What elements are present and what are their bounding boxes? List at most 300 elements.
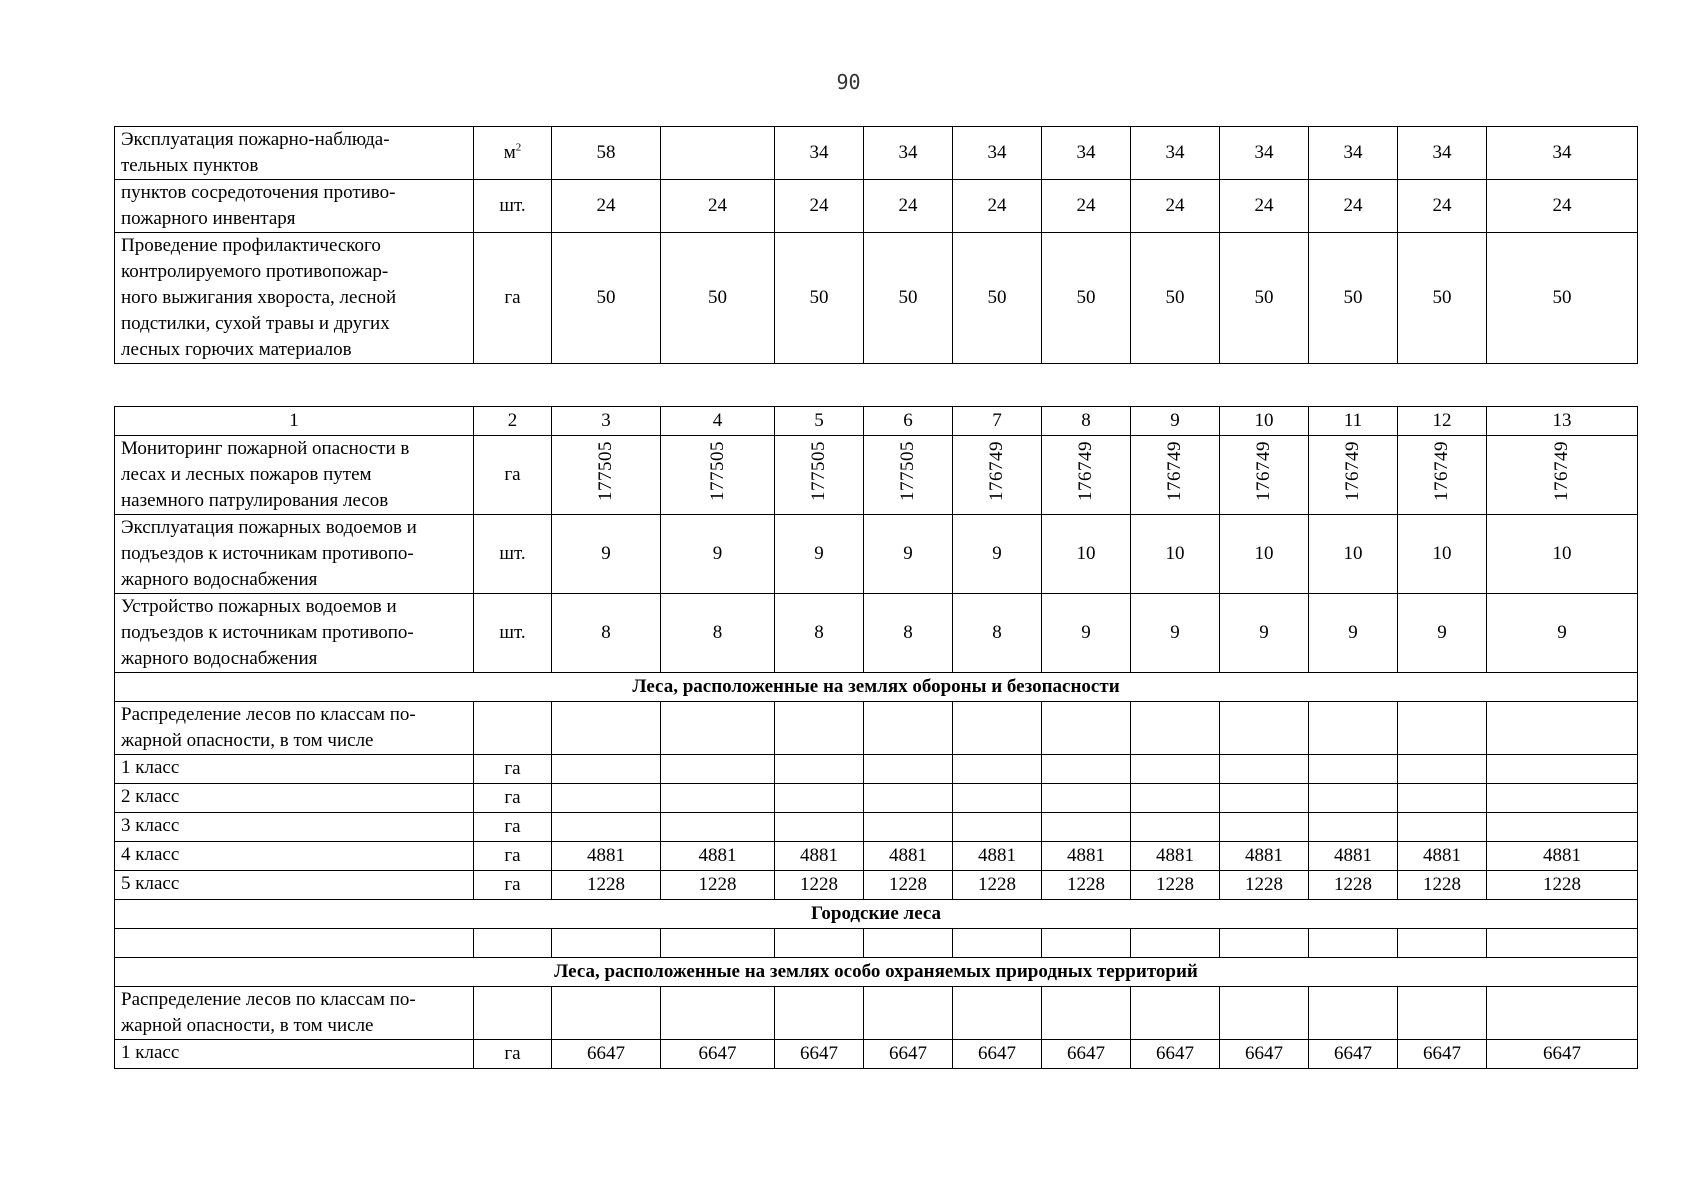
unit-cell bbox=[474, 436, 552, 515]
value-text: 9 bbox=[903, 543, 913, 564]
unit-text: га bbox=[504, 287, 521, 308]
value-text: 34 bbox=[987, 142, 1007, 163]
value-cell bbox=[864, 436, 953, 515]
value-cell bbox=[1487, 436, 1638, 515]
unit-text: га bbox=[504, 1043, 521, 1064]
value-text: 24 bbox=[987, 195, 1007, 216]
value-text: 176749 bbox=[986, 441, 1007, 501]
value-cell bbox=[1042, 436, 1131, 515]
value-cell bbox=[1309, 755, 1398, 784]
row-name bbox=[115, 436, 474, 515]
value-cell bbox=[1131, 180, 1220, 233]
value-cell bbox=[1309, 127, 1398, 180]
row-name-line: жарного водоснабжения bbox=[121, 569, 318, 590]
value-text: 50 bbox=[1076, 287, 1096, 308]
value-text: 24 bbox=[809, 195, 829, 216]
value-cell bbox=[1131, 515, 1220, 594]
column-number: 8 bbox=[1042, 407, 1131, 436]
value-cell bbox=[661, 784, 775, 813]
value-cell bbox=[552, 594, 661, 673]
value-cell bbox=[1309, 929, 1398, 958]
unit-cell bbox=[474, 929, 552, 958]
value-cell bbox=[1398, 784, 1487, 813]
value-cell bbox=[552, 784, 661, 813]
row-name-line: лесных горючих материалов bbox=[121, 339, 352, 360]
row-name-line: жарной опасности, в том числе bbox=[121, 730, 374, 751]
value-cell bbox=[864, 515, 953, 594]
unit-text: шт. bbox=[499, 622, 526, 643]
value-text: 50 bbox=[898, 287, 918, 308]
value-text: 1228 bbox=[1543, 874, 1581, 895]
value-text: 24 bbox=[1552, 195, 1572, 216]
value-cell bbox=[1220, 784, 1309, 813]
value-cell bbox=[552, 929, 661, 958]
column-number: 5 bbox=[775, 407, 864, 436]
unit-text: га bbox=[504, 874, 521, 895]
value-text: 34 bbox=[1076, 142, 1096, 163]
value-text: 9 bbox=[601, 543, 611, 564]
value-text: 4881 bbox=[889, 845, 927, 866]
value-cell bbox=[1487, 813, 1638, 842]
unit-text: м bbox=[503, 142, 516, 163]
value-text: 8 bbox=[712, 622, 723, 643]
value-cell bbox=[775, 436, 864, 515]
forest-fire-table-continued bbox=[114, 126, 1638, 364]
value-cell bbox=[1220, 436, 1309, 515]
unit-text: га bbox=[504, 758, 521, 779]
row-name-line: подъездов к источникам противопо- bbox=[121, 543, 414, 564]
value-cell bbox=[1398, 594, 1487, 673]
row-name-line: жарного водоснабжения bbox=[121, 648, 318, 669]
unit-text: га bbox=[504, 787, 521, 808]
unit-cell bbox=[474, 180, 552, 233]
value-cell bbox=[661, 842, 775, 871]
value-cell bbox=[1220, 929, 1309, 958]
value-cell bbox=[1220, 180, 1309, 233]
row-name-line: тельных пунктов bbox=[121, 155, 259, 176]
table-row bbox=[115, 929, 1638, 958]
value-cell bbox=[953, 929, 1042, 958]
value-cell bbox=[552, 127, 661, 180]
value-cell bbox=[1131, 702, 1220, 755]
value-cell bbox=[864, 813, 953, 842]
row-name bbox=[115, 929, 474, 958]
value-cell bbox=[552, 842, 661, 871]
value-text: 9 bbox=[712, 543, 723, 564]
value-cell bbox=[1042, 702, 1131, 755]
value-text: 50 bbox=[1552, 287, 1572, 308]
column-number: 1 bbox=[115, 407, 474, 436]
value-text: 9 bbox=[1170, 622, 1180, 643]
value-cell bbox=[1131, 1040, 1220, 1069]
value-text: 24 bbox=[1343, 195, 1363, 216]
value-text: 8 bbox=[903, 622, 913, 643]
value-cell bbox=[1220, 871, 1309, 900]
column-number: 7 bbox=[953, 407, 1042, 436]
value-text: 177505 bbox=[706, 441, 728, 501]
value-text: 10 bbox=[1254, 543, 1274, 564]
value-text: 176749 bbox=[1253, 441, 1274, 501]
value-cell bbox=[661, 755, 775, 784]
value-cell bbox=[1309, 987, 1398, 1040]
value-text: 1228 bbox=[1156, 874, 1194, 895]
value-text: 24 bbox=[1254, 195, 1274, 216]
value-text: 6647 bbox=[1543, 1043, 1581, 1064]
table-row bbox=[115, 871, 1638, 900]
value-text: 58 bbox=[596, 142, 616, 163]
value-cell bbox=[1487, 842, 1638, 871]
value-text: 1228 bbox=[698, 874, 737, 895]
value-cell bbox=[1487, 987, 1638, 1040]
row-name-line: Устройство пожарных водоемов и bbox=[121, 596, 397, 617]
value-cell bbox=[661, 987, 775, 1040]
value-cell bbox=[1309, 842, 1398, 871]
value-cell bbox=[864, 127, 953, 180]
table-row bbox=[115, 594, 1638, 673]
value-text: 4881 bbox=[1543, 845, 1581, 866]
column-number: 10 bbox=[1220, 407, 1309, 436]
value-cell bbox=[1042, 127, 1131, 180]
row-name-line: 5 класс bbox=[121, 873, 180, 894]
value-cell bbox=[1220, 515, 1309, 594]
value-cell bbox=[1042, 515, 1131, 594]
column-number: 13 bbox=[1487, 407, 1638, 436]
value-text: 177505 bbox=[595, 441, 616, 501]
value-cell bbox=[775, 813, 864, 842]
row-name-line: подстилки, сухой травы и других bbox=[121, 313, 390, 334]
value-text: 8 bbox=[601, 622, 611, 643]
column-number: 6 bbox=[864, 407, 953, 436]
row-name-line: 1 класс bbox=[121, 1042, 180, 1063]
value-text: 34 bbox=[1165, 142, 1185, 163]
value-cell bbox=[953, 127, 1042, 180]
value-cell bbox=[1398, 127, 1487, 180]
value-cell bbox=[1131, 755, 1220, 784]
value-cell bbox=[1309, 702, 1398, 755]
table-row bbox=[115, 233, 1638, 364]
value-cell bbox=[953, 813, 1042, 842]
value-cell bbox=[1487, 871, 1638, 900]
unit-text: га bbox=[504, 464, 521, 485]
value-cell bbox=[1131, 784, 1220, 813]
value-text: 24 bbox=[898, 195, 918, 216]
value-text: 1228 bbox=[978, 874, 1016, 895]
value-text: 6647 bbox=[800, 1043, 838, 1064]
value-cell bbox=[1398, 233, 1487, 364]
value-text: 6647 bbox=[1334, 1043, 1372, 1064]
value-cell bbox=[953, 987, 1042, 1040]
value-cell bbox=[953, 784, 1042, 813]
value-text: 50 bbox=[809, 287, 829, 308]
value-cell bbox=[953, 436, 1042, 515]
value-cell bbox=[1487, 755, 1638, 784]
table-row bbox=[115, 987, 1638, 1040]
value-cell bbox=[1042, 594, 1131, 673]
value-text: 24 bbox=[1076, 195, 1096, 216]
value-text: 34 bbox=[809, 142, 829, 163]
value-text: 9 bbox=[1259, 622, 1269, 643]
value-cell bbox=[864, 233, 953, 364]
section-heading: Городские леса bbox=[115, 900, 1638, 929]
value-cell bbox=[552, 987, 661, 1040]
value-cell bbox=[1220, 842, 1309, 871]
value-cell bbox=[775, 233, 864, 364]
row-name-line: 4 класс bbox=[121, 844, 180, 865]
unit-text: га bbox=[504, 816, 521, 837]
row-name-line: Мониторинг пожарной опасности в bbox=[121, 438, 410, 459]
row-name-line: 2 класс bbox=[121, 786, 180, 807]
row-name bbox=[115, 987, 474, 1040]
value-cell bbox=[1398, 515, 1487, 594]
value-text: 1228 bbox=[800, 874, 838, 895]
value-text: 9 bbox=[1557, 622, 1567, 643]
value-text: 50 bbox=[708, 287, 727, 308]
value-cell bbox=[1309, 784, 1398, 813]
row-name-line: жарной опасности, в том числе bbox=[121, 1015, 374, 1036]
value-text: 4881 bbox=[1067, 845, 1105, 866]
value-cell bbox=[552, 180, 661, 233]
value-cell bbox=[864, 987, 953, 1040]
row-name bbox=[115, 127, 474, 180]
unit-cell bbox=[474, 842, 552, 871]
table-row bbox=[115, 702, 1638, 755]
row-name-line: подъездов к источникам противопо- bbox=[121, 622, 414, 643]
value-text: 10 bbox=[1432, 543, 1452, 564]
value-cell bbox=[1398, 755, 1487, 784]
value-cell bbox=[864, 871, 953, 900]
row-name bbox=[115, 784, 474, 813]
value-cell bbox=[1487, 594, 1638, 673]
table-row bbox=[115, 436, 1638, 515]
table-row bbox=[115, 180, 1638, 233]
value-text: 6647 bbox=[587, 1043, 625, 1064]
value-cell bbox=[1398, 180, 1487, 233]
row-name bbox=[115, 515, 474, 594]
section-heading: Леса, расположенные на землях обороны и безопасности bbox=[115, 673, 1638, 702]
value-text: 176749 bbox=[1342, 441, 1363, 501]
value-cell bbox=[1398, 813, 1487, 842]
value-text: 4881 bbox=[800, 845, 838, 866]
row-name bbox=[115, 755, 474, 784]
value-cell bbox=[864, 594, 953, 673]
unit-cell bbox=[474, 784, 552, 813]
value-cell bbox=[864, 929, 953, 958]
value-text: 1228 bbox=[889, 874, 927, 895]
unit-cell bbox=[474, 515, 552, 594]
value-cell bbox=[953, 702, 1042, 755]
row-name-line: пунктов сосредоточения противо- bbox=[121, 182, 396, 203]
value-text: 1228 bbox=[1245, 874, 1283, 895]
row-name-line: ного выжигания хвороста, лесной bbox=[121, 287, 397, 308]
value-cell bbox=[661, 180, 775, 233]
column-number: 3 bbox=[552, 407, 661, 436]
value-text: 9 bbox=[1348, 622, 1358, 643]
value-cell bbox=[1487, 127, 1638, 180]
value-text: 9 bbox=[1437, 622, 1447, 643]
section-row bbox=[115, 958, 1638, 987]
value-text: 6647 bbox=[1423, 1043, 1461, 1064]
value-cell bbox=[775, 594, 864, 673]
value-cell bbox=[775, 180, 864, 233]
value-text: 10 bbox=[1076, 543, 1096, 564]
value-cell bbox=[552, 233, 661, 364]
value-cell bbox=[661, 233, 775, 364]
row-name bbox=[115, 702, 474, 755]
value-cell bbox=[1131, 929, 1220, 958]
unit-cell bbox=[474, 813, 552, 842]
value-text: 24 bbox=[1165, 195, 1185, 216]
unit-text: шт. bbox=[499, 543, 526, 564]
unit-text: га bbox=[504, 845, 521, 866]
value-cell bbox=[661, 929, 775, 958]
value-cell bbox=[552, 871, 661, 900]
value-cell bbox=[1131, 987, 1220, 1040]
value-text: 34 bbox=[898, 142, 918, 163]
table-row bbox=[115, 842, 1638, 871]
value-cell bbox=[1131, 842, 1220, 871]
value-cell bbox=[1398, 436, 1487, 515]
value-text: 34 bbox=[1432, 142, 1452, 163]
table-row bbox=[115, 1040, 1638, 1069]
value-cell bbox=[1220, 987, 1309, 1040]
value-cell bbox=[1131, 436, 1220, 515]
row-name-line: пожарного инвентаря bbox=[121, 208, 296, 229]
value-cell bbox=[661, 702, 775, 755]
row-name bbox=[115, 842, 474, 871]
value-cell bbox=[953, 233, 1042, 364]
value-cell bbox=[1309, 594, 1398, 673]
value-cell bbox=[1042, 987, 1131, 1040]
value-cell bbox=[1487, 180, 1638, 233]
row-name bbox=[115, 1040, 474, 1069]
value-cell bbox=[775, 515, 864, 594]
value-cell bbox=[661, 1040, 775, 1069]
value-text: 24 bbox=[708, 195, 727, 216]
row-name-line: Распределение лесов по классам по- bbox=[121, 989, 416, 1010]
value-cell bbox=[1220, 127, 1309, 180]
value-cell bbox=[552, 515, 661, 594]
value-text: 8 bbox=[992, 622, 1002, 643]
value-text: 176749 bbox=[1551, 441, 1572, 501]
column-number: 11 bbox=[1309, 407, 1398, 436]
table-row bbox=[115, 813, 1638, 842]
value-cell bbox=[775, 127, 864, 180]
value-text: 24 bbox=[596, 195, 616, 216]
value-text: 10 bbox=[1343, 543, 1363, 564]
value-text: 4881 bbox=[1423, 845, 1461, 866]
value-cell bbox=[953, 755, 1042, 784]
value-cell bbox=[552, 436, 661, 515]
row-name-line: 1 класс bbox=[121, 757, 180, 778]
value-cell bbox=[1398, 842, 1487, 871]
value-cell bbox=[1487, 1040, 1638, 1069]
value-cell bbox=[552, 755, 661, 784]
row-name-line: лесах и лесных пожаров путем bbox=[121, 464, 372, 485]
value-cell bbox=[1131, 233, 1220, 364]
value-text: 4881 bbox=[1334, 845, 1372, 866]
value-text: 1228 bbox=[1067, 874, 1105, 895]
value-text: 9 bbox=[814, 543, 824, 564]
value-cell bbox=[552, 702, 661, 755]
unit-cell bbox=[474, 702, 552, 755]
value-cell bbox=[661, 515, 775, 594]
row-name-line: Распределение лесов по классам по- bbox=[121, 704, 416, 725]
row-name bbox=[115, 180, 474, 233]
value-cell bbox=[775, 987, 864, 1040]
value-cell bbox=[775, 871, 864, 900]
column-number: 4 bbox=[661, 407, 775, 436]
value-text: 24 bbox=[1432, 195, 1452, 216]
value-cell bbox=[1309, 871, 1398, 900]
value-text: 50 bbox=[1432, 287, 1452, 308]
value-cell bbox=[1309, 515, 1398, 594]
value-cell bbox=[953, 1040, 1042, 1069]
value-cell bbox=[953, 842, 1042, 871]
value-cell bbox=[775, 784, 864, 813]
row-name-line: Эксплуатация пожарных водоемов и bbox=[121, 517, 417, 538]
value-cell bbox=[1309, 436, 1398, 515]
value-text: 176749 bbox=[1164, 441, 1185, 501]
value-cell bbox=[661, 127, 775, 180]
value-text: 8 bbox=[814, 622, 824, 643]
value-text: 4881 bbox=[587, 845, 625, 866]
value-text: 34 bbox=[1552, 142, 1572, 163]
value-text: 1228 bbox=[1423, 874, 1461, 895]
value-cell bbox=[661, 813, 775, 842]
value-cell bbox=[661, 594, 775, 673]
page-number: 90 bbox=[836, 70, 861, 94]
value-text: 34 bbox=[1343, 142, 1363, 163]
unit-superscript: 2 bbox=[515, 141, 522, 154]
unit-cell bbox=[474, 987, 552, 1040]
value-text: 50 bbox=[596, 287, 616, 308]
value-text: 4881 bbox=[698, 845, 737, 866]
value-cell bbox=[953, 515, 1042, 594]
unit-cell bbox=[474, 871, 552, 900]
value-cell bbox=[552, 1040, 661, 1069]
value-cell bbox=[1398, 871, 1487, 900]
unit-cell bbox=[474, 1040, 552, 1069]
value-cell bbox=[953, 180, 1042, 233]
value-cell bbox=[1042, 871, 1131, 900]
value-cell bbox=[1042, 180, 1131, 233]
value-text: 1228 bbox=[587, 874, 625, 895]
forest-fire-table bbox=[114, 406, 1638, 1069]
value-text: 176749 bbox=[1431, 441, 1452, 501]
row-name bbox=[115, 813, 474, 842]
value-cell bbox=[1309, 180, 1398, 233]
value-cell bbox=[1487, 784, 1638, 813]
row-name-line: Эксплуатация пожарно-наблюда- bbox=[121, 129, 390, 150]
value-cell bbox=[661, 436, 775, 515]
value-text: 6647 bbox=[698, 1043, 737, 1064]
section-row bbox=[115, 673, 1638, 702]
value-cell bbox=[1487, 233, 1638, 364]
value-text: 4881 bbox=[1245, 845, 1283, 866]
value-cell bbox=[1220, 1040, 1309, 1069]
value-text: 4881 bbox=[978, 845, 1016, 866]
value-cell bbox=[775, 929, 864, 958]
value-text: 9 bbox=[992, 543, 1002, 564]
value-cell bbox=[1220, 755, 1309, 784]
value-cell bbox=[953, 871, 1042, 900]
value-cell bbox=[1220, 594, 1309, 673]
value-text: 10 bbox=[1552, 543, 1572, 564]
value-cell bbox=[864, 755, 953, 784]
value-text: 9 bbox=[1081, 622, 1091, 643]
value-cell bbox=[864, 180, 953, 233]
value-cell bbox=[864, 842, 953, 871]
